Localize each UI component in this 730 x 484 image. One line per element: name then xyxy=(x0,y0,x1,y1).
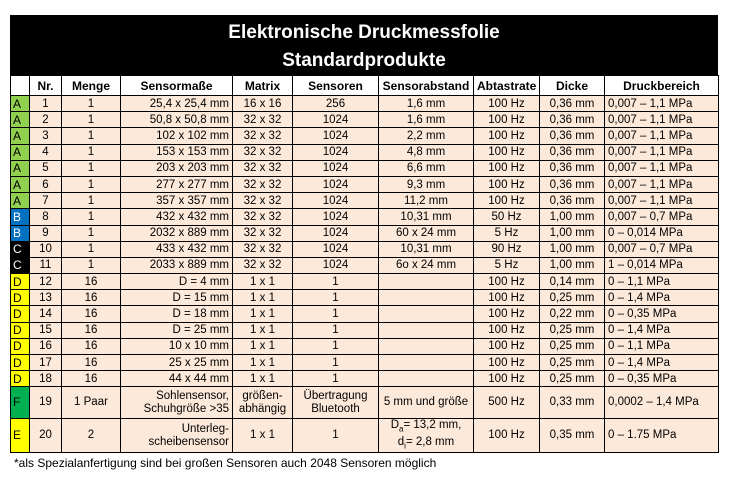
sample-rate: 100 Hz xyxy=(474,96,540,112)
pressure-range-text: 0 – 1.75 MPa xyxy=(608,429,677,442)
thickness: 0,36 mm xyxy=(540,128,605,144)
quantity xyxy=(62,387,121,419)
quantity: 16 xyxy=(62,355,121,371)
row-number-text: 20 xyxy=(39,429,52,442)
thickness: 0,36 mm xyxy=(540,176,605,192)
sensor-count: 1024 xyxy=(293,160,379,176)
sensor-count-text: Übertragung xyxy=(303,389,368,402)
thickness xyxy=(540,387,605,419)
sensor-size xyxy=(121,387,233,419)
pressure-range: 0,007 – 1,1 MPa xyxy=(605,128,719,144)
sensor-spacing: 1,6 mm xyxy=(379,96,474,112)
category-letter: A xyxy=(11,144,30,160)
quantity-text: 2 xyxy=(87,429,95,442)
sensor-spacing-text: = 2,8 mm xyxy=(405,435,455,448)
row-number: 5 xyxy=(30,160,62,176)
table-row xyxy=(11,322,719,338)
category-letter: D xyxy=(11,322,30,338)
sensor-size xyxy=(121,419,233,453)
row-number xyxy=(30,387,62,419)
row-number: 13 xyxy=(30,290,62,306)
sensor-size: 2032 x 889 mm xyxy=(121,225,233,241)
sensor-spacing xyxy=(379,274,474,290)
column-header: Abtastrate xyxy=(474,76,540,96)
row-number: 6 xyxy=(30,176,62,192)
sensor-size: 25,4 x 25,4 mm xyxy=(121,96,233,112)
matrix xyxy=(233,419,293,453)
product-table xyxy=(10,75,719,453)
category-letter: D xyxy=(11,355,30,371)
table-title xyxy=(10,15,718,75)
table-row xyxy=(11,338,719,354)
sensor-size: 357 x 357 mm xyxy=(121,193,233,209)
sample-rate-text: 500 Hz xyxy=(488,396,525,409)
sensor-spacing: 4,8 mm xyxy=(379,144,474,160)
thickness: 0,22 mm xyxy=(540,306,605,322)
row-number: 2 xyxy=(30,112,62,128)
sensor-count: 256 xyxy=(293,96,379,112)
sensor-spacing: 11,2 mm xyxy=(379,193,474,209)
footnote: *als Spezialanfertigung sind bei großen Sensoren auch 2048 Sensoren möglich xyxy=(14,456,437,470)
sensor-spacing xyxy=(379,419,474,453)
table-row xyxy=(11,112,719,128)
pressure-range: 0,007 – 1,1 MPa xyxy=(605,176,719,192)
sensor-count: 1024 xyxy=(293,112,379,128)
category-letter: D xyxy=(11,306,30,322)
sensor-spacing: 6o x 24 mm xyxy=(379,257,474,273)
pressure-range: 0,007 – 0,7 MPa xyxy=(605,209,719,225)
category-letter: D xyxy=(11,290,30,306)
table-row xyxy=(11,209,719,225)
sample-rate xyxy=(474,387,540,419)
column-header: Druckbereich xyxy=(605,76,719,96)
matrix: 1 x 1 xyxy=(233,290,293,306)
sensor-count: 1024 xyxy=(293,241,379,257)
table-row xyxy=(11,96,719,112)
quantity: 1 xyxy=(62,209,121,225)
category-letter: A xyxy=(11,160,30,176)
sensor-spacing: 60 x 24 mm xyxy=(379,225,474,241)
category-letter xyxy=(11,387,30,419)
pressure-range xyxy=(605,387,719,419)
table-row xyxy=(11,193,719,209)
matrix: 32 x 32 xyxy=(233,241,293,257)
category-letter: A xyxy=(11,193,30,209)
matrix: 1 x 1 xyxy=(233,355,293,371)
thickness-text: 0,35 mm xyxy=(549,429,595,442)
sample-rate: 100 Hz xyxy=(474,193,540,209)
category-letter: D xyxy=(11,371,30,387)
sample-rate: 5 Hz xyxy=(474,225,540,241)
matrix-text: 1 x 1 xyxy=(250,429,275,442)
sensor-spacing xyxy=(379,387,474,419)
category-letter: D xyxy=(11,274,30,290)
column-header: Nr. xyxy=(30,76,62,96)
matrix: 32 x 32 xyxy=(233,257,293,273)
sample-rate: 100 Hz xyxy=(474,355,540,371)
sensor-spacing xyxy=(379,322,474,338)
sensor-count xyxy=(293,419,379,453)
sensor-size: D = 4 mm xyxy=(121,274,233,290)
sample-rate-text: 100 Hz xyxy=(488,429,525,442)
thickness-text: 0,33 mm xyxy=(549,396,595,409)
sensor-count: 1 xyxy=(293,274,379,290)
sample-rate: 100 Hz xyxy=(474,338,540,354)
thickness: 0,25 mm xyxy=(540,290,605,306)
column-header: Sensormaße xyxy=(121,76,233,96)
sample-rate: 100 Hz xyxy=(474,274,540,290)
sensor-count: 1 xyxy=(293,306,379,322)
column-header: Menge xyxy=(62,76,121,96)
row-number: 8 xyxy=(30,209,62,225)
sensor-count: 1 xyxy=(293,290,379,306)
table-row xyxy=(11,371,719,387)
matrix: 1 x 1 xyxy=(233,371,293,387)
row-number: 17 xyxy=(30,355,62,371)
pressure-range-text: 0,0002 – 1,4 MPa xyxy=(608,396,699,409)
table-row xyxy=(11,355,719,371)
sensor-size: 277 x 277 mm xyxy=(121,176,233,192)
matrix xyxy=(233,387,293,419)
sensor-count: 1 xyxy=(293,371,379,387)
row-number xyxy=(30,419,62,453)
thickness: 0,25 mm xyxy=(540,322,605,338)
sensor-spacing: 9,3 mm xyxy=(379,176,474,192)
sensor-size: 2033 x 889 mm xyxy=(121,257,233,273)
column-header: Matrix xyxy=(233,76,293,96)
matrix: 1 x 1 xyxy=(233,274,293,290)
row-number: 4 xyxy=(30,144,62,160)
quantity: 1 xyxy=(62,225,121,241)
quantity xyxy=(62,419,121,453)
table-row xyxy=(11,176,719,192)
thickness: 1,00 mm xyxy=(540,241,605,257)
sensor-spacing: 6,6 mm xyxy=(379,160,474,176)
pressure-range: 0,007 – 1,1 MPa xyxy=(605,96,719,112)
thickness: 0,25 mm xyxy=(540,338,605,354)
sensor-spacing xyxy=(379,290,474,306)
sensor-size: 102 x 102 mm xyxy=(121,128,233,144)
sample-rate: 100 Hz xyxy=(474,128,540,144)
sensor-count xyxy=(293,387,379,419)
sample-rate: 90 Hz xyxy=(474,241,540,257)
category-letter: C xyxy=(11,241,30,257)
sensor-count: 1024 xyxy=(293,209,379,225)
quantity: 16 xyxy=(62,338,121,354)
table-row xyxy=(11,274,719,290)
sensor-spacing: 1,6 mm xyxy=(379,112,474,128)
sample-rate: 100 Hz xyxy=(474,371,540,387)
row-number: 1 xyxy=(30,96,62,112)
category-letter: D xyxy=(11,338,30,354)
thickness: 0,25 mm xyxy=(540,355,605,371)
quantity: 16 xyxy=(62,306,121,322)
sensor-count: 1024 xyxy=(293,144,379,160)
row-number: 9 xyxy=(30,225,62,241)
matrix-text: größen- xyxy=(242,389,283,402)
sensor-count: 1024 xyxy=(293,128,379,144)
sensor-size: 10 x 10 mm xyxy=(121,338,233,354)
sensor-spacing-text: D xyxy=(390,419,399,432)
sensor-size: 203 x 203 mm xyxy=(121,160,233,176)
quantity: 1 xyxy=(62,241,121,257)
table-row xyxy=(11,387,719,419)
matrix: 32 x 32 xyxy=(233,160,293,176)
matrix: 1 x 1 xyxy=(233,338,293,354)
quantity-text: 1 Paar xyxy=(74,396,108,409)
title-line-2: Standardprodukte xyxy=(282,50,446,71)
quantity: 16 xyxy=(62,371,121,387)
row-number: 7 xyxy=(30,193,62,209)
matrix: 32 x 32 xyxy=(233,112,293,128)
thickness: 0,14 mm xyxy=(540,274,605,290)
sensor-spacing-text: i xyxy=(404,440,406,450)
thickness: 0,36 mm xyxy=(540,193,605,209)
table-row xyxy=(11,241,719,257)
sensor-size-text: Sohlensensor, xyxy=(156,389,229,402)
sensor-size: 50,8 x 50,8 mm xyxy=(121,112,233,128)
pressure-range: 0 – 1,1 MPa xyxy=(605,274,719,290)
thickness: 1,00 mm xyxy=(540,225,605,241)
matrix: 1 x 1 xyxy=(233,322,293,338)
table-row xyxy=(11,290,719,306)
sensor-spacing-text: 5 mm und größe xyxy=(383,396,469,409)
sensor-size: 25 x 25 mm xyxy=(121,355,233,371)
matrix: 32 x 32 xyxy=(233,144,293,160)
thickness: 0,36 mm xyxy=(540,96,605,112)
pressure-range: 0,007 – 1,1 MPa xyxy=(605,160,719,176)
column-header: Sensorabstand xyxy=(379,76,474,96)
category-letter-text: E xyxy=(13,428,22,443)
sensor-spacing-text: d xyxy=(397,435,405,448)
row-number: 14 xyxy=(30,306,62,322)
matrix: 32 x 32 xyxy=(233,209,293,225)
sensor-count: 1024 xyxy=(293,257,379,273)
sensor-size-text: Unterleg- xyxy=(181,422,229,435)
thickness: 0,36 mm xyxy=(540,112,605,128)
sample-rate: 100 Hz xyxy=(474,290,540,306)
thickness: 0,36 mm xyxy=(540,144,605,160)
pressure-range xyxy=(605,419,719,453)
quantity: 1 xyxy=(62,257,121,273)
quantity: 1 xyxy=(62,144,121,160)
thickness: 0,25 mm xyxy=(540,371,605,387)
table-row xyxy=(11,306,719,322)
quantity: 1 xyxy=(62,160,121,176)
pressure-range: 0 – 0,35 MPa xyxy=(605,306,719,322)
sample-rate: 100 Hz xyxy=(474,112,540,128)
column-header: Dicke xyxy=(540,76,605,96)
thickness: 1,00 mm xyxy=(540,209,605,225)
sample-rate: 100 Hz xyxy=(474,144,540,160)
matrix: 1 x 1 xyxy=(233,306,293,322)
sensor-count: 1 xyxy=(293,338,379,354)
sensor-count: 1 xyxy=(293,355,379,371)
row-number: 12 xyxy=(30,274,62,290)
category-letter: B xyxy=(11,225,30,241)
sample-rate: 100 Hz xyxy=(474,322,540,338)
category-letter: A xyxy=(11,128,30,144)
sensor-spacing-text: = 13,2 mm, xyxy=(403,419,462,432)
sample-rate: 100 Hz xyxy=(474,176,540,192)
sensor-size: 44 x 44 mm xyxy=(121,371,233,387)
thickness: 0,36 mm xyxy=(540,160,605,176)
table-row xyxy=(11,144,719,160)
table-row xyxy=(11,128,719,144)
pressure-range: 0,007 – 0,7 MPa xyxy=(605,241,719,257)
pressure-range: 0 – 0,014 MPa xyxy=(605,225,719,241)
sensor-size: 153 x 153 mm xyxy=(121,144,233,160)
pressure-range: 0,007 – 1,1 MPa xyxy=(605,112,719,128)
pressure-range: 0 – 1,4 MPa xyxy=(605,355,719,371)
quantity: 16 xyxy=(62,290,121,306)
sample-rate: 5 Hz xyxy=(474,257,540,273)
sensor-size-text: scheibensensor xyxy=(148,435,229,448)
product-table-container xyxy=(10,15,718,453)
category-letter-text: F xyxy=(13,395,21,410)
pressure-range: 1 – 0,014 MPa xyxy=(605,257,719,273)
thickness: 1,00 mm xyxy=(540,257,605,273)
quantity: 16 xyxy=(62,274,121,290)
matrix-text: abhängig xyxy=(238,402,287,415)
category-letter: B xyxy=(11,209,30,225)
table-row xyxy=(11,225,719,241)
sensor-spacing: 10,31 mm xyxy=(379,209,474,225)
sensor-size-text: Schuhgröße >35 xyxy=(143,402,229,415)
sensor-spacing xyxy=(379,306,474,322)
table-row xyxy=(11,257,719,273)
sensor-count-text: Bluetooth xyxy=(311,402,360,415)
thickness xyxy=(540,419,605,453)
matrix: 32 x 32 xyxy=(233,193,293,209)
sensor-count: 1024 xyxy=(293,176,379,192)
quantity: 1 xyxy=(62,128,121,144)
pressure-range: 0,007 – 1,1 MPa xyxy=(605,193,719,209)
matrix: 16 x 16 xyxy=(233,96,293,112)
pressure-range: 0 – 1,4 MPa xyxy=(605,322,719,338)
sensor-spacing xyxy=(379,355,474,371)
row-number: 3 xyxy=(30,128,62,144)
pressure-range: 0,007 – 1,1 MPa xyxy=(605,144,719,160)
matrix: 32 x 32 xyxy=(233,128,293,144)
sensor-count-text: 1 xyxy=(332,429,339,442)
sample-rate: 100 Hz xyxy=(474,306,540,322)
sensor-count: 1024 xyxy=(293,225,379,241)
column-header: Sensoren xyxy=(293,76,379,96)
quantity: 1 xyxy=(62,96,121,112)
sensor-count: 1 xyxy=(293,322,379,338)
sample-rate: 50 Hz xyxy=(474,209,540,225)
quantity: 16 xyxy=(62,322,121,338)
category-letter xyxy=(11,419,30,453)
pressure-range: 0 – 0,35 MPa xyxy=(605,371,719,387)
column-header xyxy=(11,76,30,96)
quantity: 1 xyxy=(62,193,121,209)
quantity: 1 xyxy=(62,112,121,128)
table-body xyxy=(11,96,719,453)
sensor-count: 1024 xyxy=(293,193,379,209)
sample-rate xyxy=(474,419,540,453)
row-number: 15 xyxy=(30,322,62,338)
sensor-spacing: 10,31 mm xyxy=(379,241,474,257)
pressure-range: 0 – 1,1 MPa xyxy=(605,338,719,354)
matrix: 32 x 32 xyxy=(233,176,293,192)
row-number: 10 xyxy=(30,241,62,257)
row-number-text: 19 xyxy=(39,396,52,409)
table-row xyxy=(11,419,719,453)
category-letter: C xyxy=(11,257,30,273)
sensor-size: 432 x 432 mm xyxy=(121,209,233,225)
table-row xyxy=(11,160,719,176)
title-line-1: Elektronische Druckmessfolie xyxy=(228,22,500,43)
category-letter: A xyxy=(11,176,30,192)
header-row xyxy=(11,76,719,96)
sensor-spacing: 2,2 mm xyxy=(379,128,474,144)
row-number: 11 xyxy=(30,257,62,273)
sensor-spacing-text: a xyxy=(399,424,404,434)
category-letter: A xyxy=(11,112,30,128)
row-number: 18 xyxy=(30,371,62,387)
pressure-range: 0 – 1,4 MPa xyxy=(605,290,719,306)
sensor-spacing xyxy=(379,371,474,387)
sensor-size: 433 x 432 mm xyxy=(121,241,233,257)
category-letter: A xyxy=(11,96,30,112)
matrix: 32 x 32 xyxy=(233,225,293,241)
row-number: 16 xyxy=(30,338,62,354)
sensor-size: D = 25 mm xyxy=(121,322,233,338)
sensor-size: D = 15 mm xyxy=(121,290,233,306)
quantity: 1 xyxy=(62,176,121,192)
sensor-spacing xyxy=(379,338,474,354)
sensor-size: D = 18 mm xyxy=(121,306,233,322)
sample-rate: 100 Hz xyxy=(474,160,540,176)
